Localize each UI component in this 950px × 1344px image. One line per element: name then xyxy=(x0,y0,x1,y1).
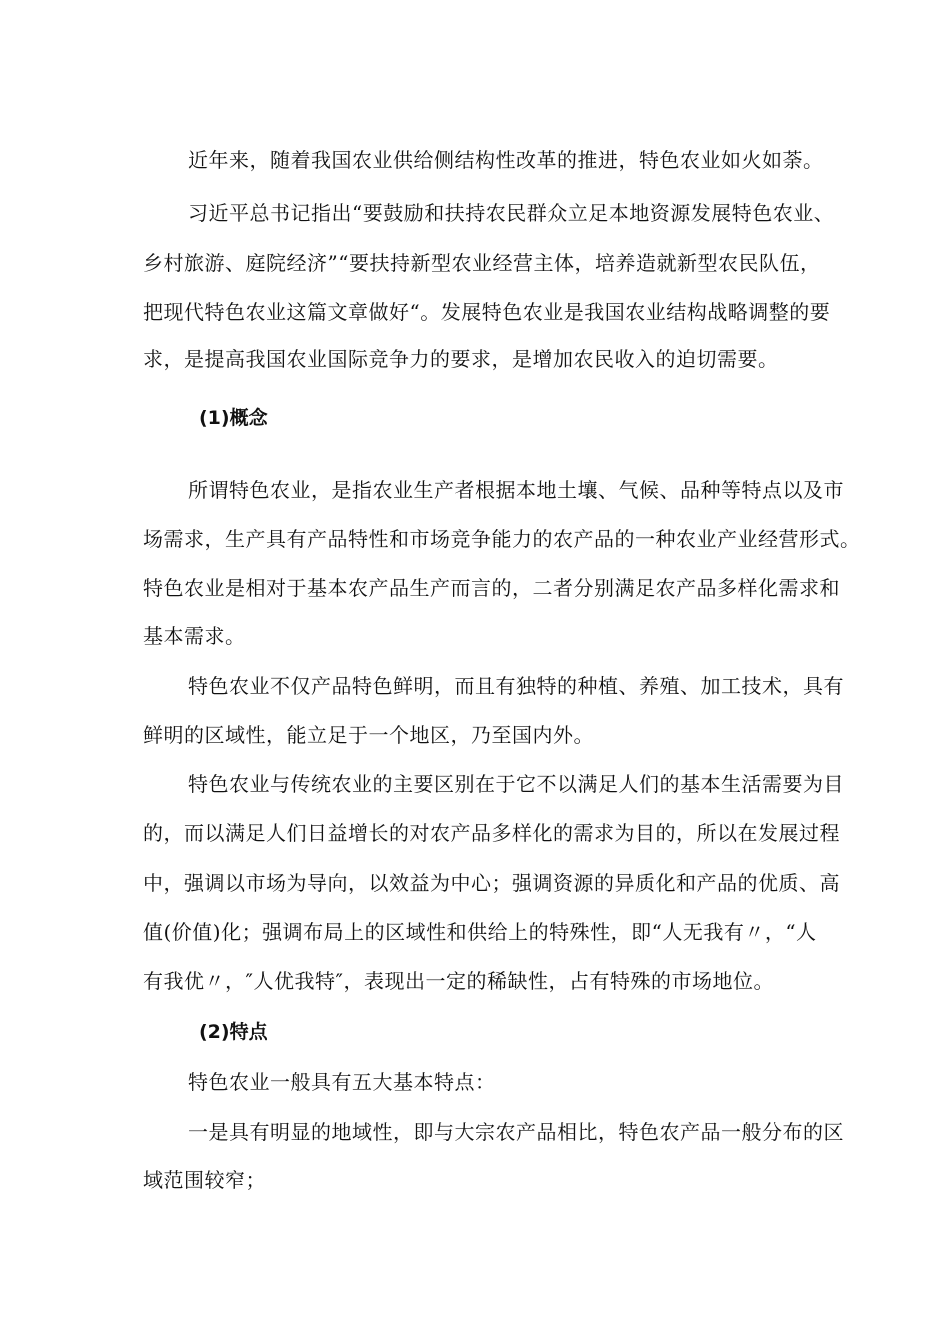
paragraph-line: 特色农业不仅产品特色鲜明，而且有独特的种植、养殖、加工技术，具有 xyxy=(188,674,844,698)
paragraph-line: 一是具有明显的地域性，即与大宗农产品相比，特色农产品一般分布的区 xyxy=(188,1120,844,1144)
paragraph-line: 有我优〃，″人优我特″，表现出一定的稀缺性，占有特殊的市场地位。 xyxy=(143,969,774,993)
paragraph-line: 习近平总书记指出“要鼓励和扶持农民群众立足本地资源发展特色农业、 xyxy=(188,201,835,225)
paragraph-line: 乡村旅游、庭院经济”“要扶持新型农业经营主体，培养造就新型农民队伍， xyxy=(143,251,821,275)
paragraph-line: 近年来，随着我国农业供给侧结构性改革的推进，特色农业如火如荼。 xyxy=(188,148,824,172)
paragraph-line: 特色农业一般具有五大基本特点： xyxy=(188,1070,496,1094)
section-heading-features: (2)特点 xyxy=(199,1021,268,1043)
paragraph-line: 场需求，生产具有产品特性和市场竞争能力的农产品的一种农业产业经营形式。 xyxy=(143,527,861,551)
paragraph-line: 鲜明的区域性，能立足于一个地区，乃至国内外。 xyxy=(143,723,594,747)
paragraph-line: 值(价值)化；强调布局上的区域性和供给上的特殊性，即“人无我有〃，“人 xyxy=(143,920,817,944)
paragraph-line: 特色农业与传统农业的主要区别在于它不以满足人们的基本生活需要为目 xyxy=(188,772,844,796)
paragraph-line: 所谓特色农业，是指农业生产者根据本地土壤、气候、品种等特点以及市 xyxy=(188,478,844,502)
paragraph-line: 中，强调以市场为导向，以效益为中心；强调资源的异质化和产品的优质、高 xyxy=(143,871,840,895)
paragraph-line: 基本需求。 xyxy=(143,624,246,648)
paragraph-line: 的，而以满足人们日益增长的对农产品多样化的需求为目的，所以在发展过程 xyxy=(143,821,840,845)
paragraph-line: 把现代特色农业这篇文章做好“。发展特色农业是我国农业结构战略调整的要 xyxy=(143,300,831,324)
paragraph-line: 求，是提高我国农业国际竞争力的要求，是增加农民收入的迫切需要。 xyxy=(143,347,779,371)
section-heading-concept: (1)概念 xyxy=(199,407,268,429)
paragraph-line: 域范围较窄； xyxy=(143,1168,266,1192)
paragraph-line: 特色农业是相对于基本农产品生产而言的，二者分别满足农产品多样化需求和 xyxy=(143,576,840,600)
